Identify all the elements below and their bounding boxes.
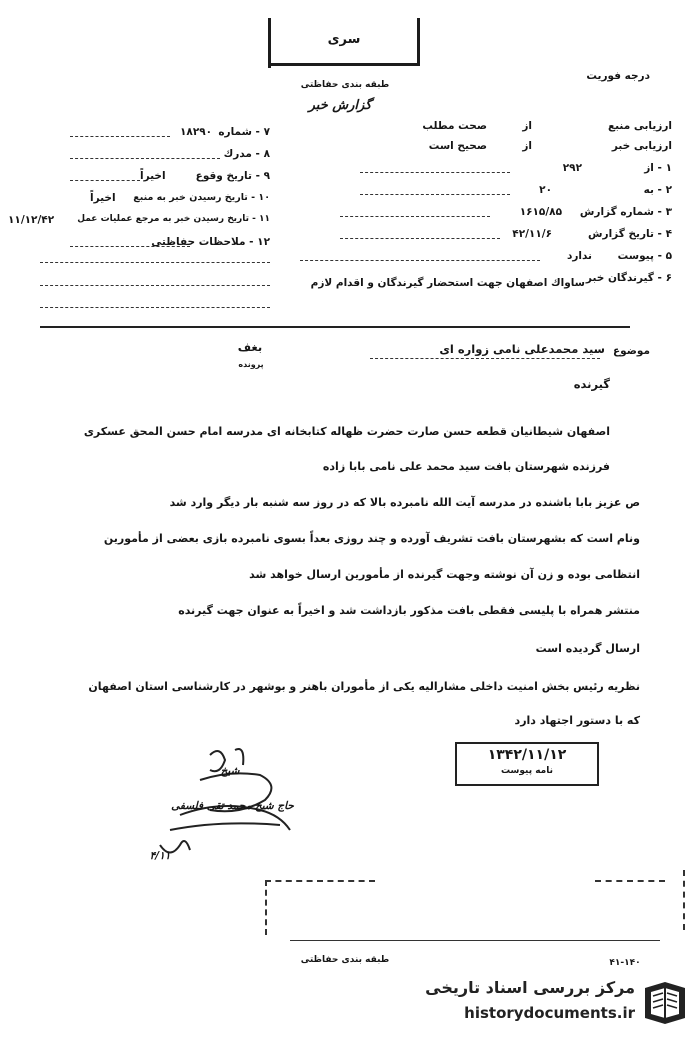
watermark — [410, 972, 695, 1032]
field-label: ۱۰ - تاریخ رسیدن خبر به منبع — [133, 192, 270, 203]
book-logo-icon — [639, 976, 691, 1028]
field-label: ۱ - از — [644, 162, 672, 174]
degree-urgency-label: درجه فوریت — [586, 70, 650, 82]
classification-stamp — [268, 18, 420, 66]
body-line: انتظامی بوده و زن آن نوشته وجهت گیرنده از مأمورین ارسال خواهد شد — [249, 568, 640, 581]
field-row — [30, 148, 270, 164]
field-row — [300, 184, 672, 200]
field-value: ۱۸۲۹۰ — [180, 126, 213, 138]
stamp-top-text: سری — [327, 32, 361, 47]
field-value: ۴۲/۱۱/۶ — [512, 228, 552, 240]
field-value: اخیراً — [140, 170, 166, 182]
watermark-title: مرکز بررسی اسناد تاریخی — [425, 978, 635, 997]
field-label: ۷ - شماره — [218, 126, 270, 138]
field-row — [8, 214, 270, 230]
field-row — [300, 162, 672, 178]
field-row — [30, 170, 270, 186]
field-row — [30, 236, 270, 252]
field-label: ارزیابی خبر — [611, 140, 672, 152]
field-value: از — [522, 140, 532, 152]
signature-line3: ۴/۱۱ — [149, 850, 171, 862]
date-stamp — [455, 742, 599, 786]
field-row — [300, 228, 672, 244]
field-row — [300, 250, 672, 266]
watermark-url: historydocuments.ir — [464, 1004, 635, 1022]
field-label: ۳ - شماره گزارش — [579, 206, 672, 218]
stamp-subtitle: طبقه بندی حفاظتی — [300, 80, 390, 90]
field-value-2: صحت مطلب — [422, 120, 487, 132]
salutation: گیرنده — [573, 377, 610, 391]
field-value: ندارد — [566, 250, 592, 262]
field-label: ۸ - مدرك — [223, 148, 270, 160]
signature — [140, 735, 320, 875]
subject-label: موضوع — [613, 345, 650, 357]
field-row — [300, 206, 672, 222]
field-row — [30, 126, 270, 142]
note-line: که با دستور اجتهاد دارد — [514, 714, 640, 727]
body-line: اصفهان شیطانیان قطعه حسن صارت حضرت ظهاله کتابخانه ای مدرسه امام حسن المحق عسکری — [83, 425, 610, 438]
field-label: ۲ - به — [643, 184, 672, 196]
subject-value: سید محمدعلی نامی زواره ای — [439, 342, 605, 356]
body-line: فرزنده شهرستان بافت سید محمد علی نامی بابا زاده — [322, 460, 610, 473]
signature-line2: حاج شیخ محمد تقی فلسفی — [171, 800, 294, 812]
subject-side-sub: پرونده — [238, 360, 264, 369]
right-fields — [300, 120, 672, 320]
field-label: ۱۲ - ملاحظات حفاظتی — [151, 236, 270, 248]
field-label: ۱۱ - تاریخ رسیدن خبر به مرجع عملیات عمل — [77, 214, 270, 224]
field-row — [300, 140, 672, 156]
field-value: ۱۱/۱۲/۴۲ — [8, 214, 55, 226]
field-label: ۹ - تاریخ وقوع — [195, 170, 270, 182]
footer-code: ۴۱-۱۴۰ — [609, 958, 641, 968]
field-value: اخیراً — [90, 192, 116, 204]
field-value: از — [522, 120, 532, 132]
header-divider — [40, 326, 630, 328]
document-title: گزارش خبر — [308, 98, 372, 113]
field-row — [300, 120, 672, 136]
footer-bracket — [265, 880, 375, 940]
field-row — [30, 192, 270, 208]
body-line: ص عزیز بابا باشنده در مدرسه آیت الله نامبرده بالا که در روز سه شنبه بار دیگر وارد شد — [169, 496, 640, 509]
recipient-value: ساواك اصفهان جهت استحضار گیرندگان و اقدام لازم — [310, 277, 585, 289]
body-line: ونام است که بشهرستان بافت تشریف آورده و چند روزی بعداً بسوی نامبرده بازی بعضی از مأمورین — [103, 532, 640, 545]
body-line: ارسال گردیده است — [535, 642, 640, 655]
note-line: نظریه رئیس بخش امنیت داخلی مشارالیه یکی از مأموران باهنر و بوشهر در کارشناسی استان اصفهان — [88, 680, 640, 693]
footer-divider — [290, 940, 660, 941]
field-label: ۶ - گیرندگان خبر — [585, 272, 672, 284]
body-line: منتشر همراه با پلیسی فقطی بافت مذکور بازداشت شد و اخیراً به عنوان جهت گیرنده — [178, 604, 640, 617]
left-fields — [8, 126, 270, 251]
field-label: ۴ - تاریخ گزارش — [588, 228, 672, 240]
date-stamp-line2: نامه پیوست — [501, 766, 553, 776]
subject-side-label: بغف — [237, 340, 263, 354]
field-value: ۱۶۱۵/۸۵ — [519, 206, 562, 218]
footer-bracket-right — [595, 870, 685, 940]
field-value: ۲۰ — [539, 184, 552, 196]
field-value: ۲۹۲ — [562, 162, 582, 174]
signature-line1: شیخ — [220, 765, 240, 777]
field-label: ارزیابی منبع — [607, 120, 672, 132]
footer-classification: طبقه بندی حفاظتی — [300, 955, 390, 965]
field-value-2: صحیح است — [428, 140, 487, 152]
field-label: ۵ - پیوست — [617, 250, 672, 262]
date-stamp-line1: ۱۳۴۲/۱۱/۱۲ — [487, 747, 567, 763]
